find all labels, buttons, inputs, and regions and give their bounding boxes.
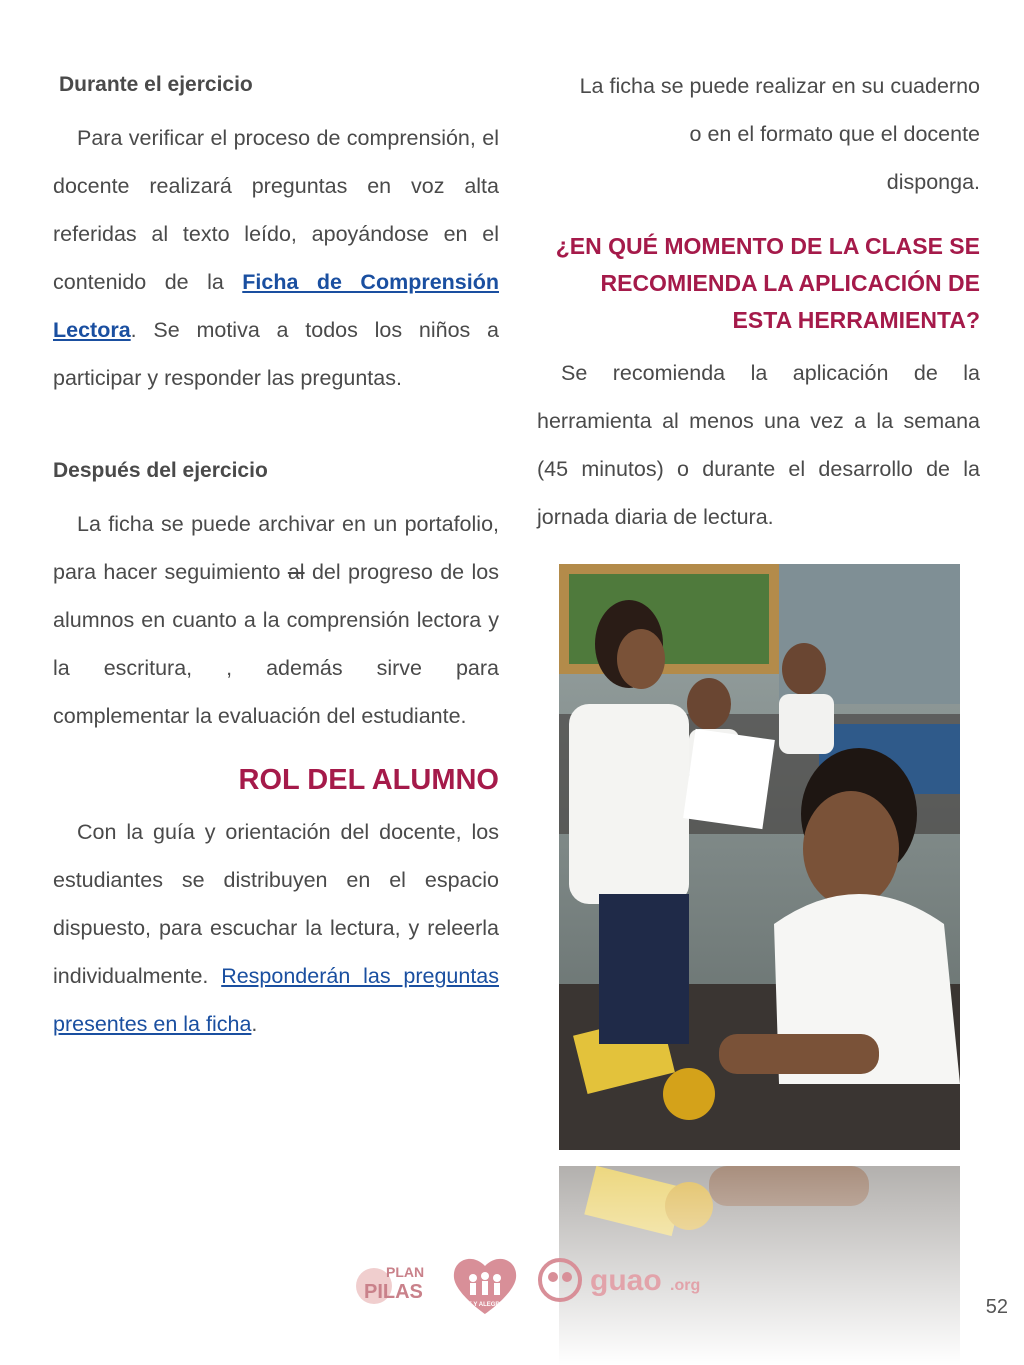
student-role-title: ROL DEL ALUMNO [238,764,499,796]
right-column [537,62,980,541]
answer-questions-link[interactable]: Responderán las preguntas presentes en la ficha [53,964,499,1036]
svg-text:FE Y ALEGRIA: FE Y ALEGRIA [464,1302,506,1308]
timing-answer-paragraph: Se recomienda la aplicación de la herramienta al menos una vez a la semana (45 minutos) o durante el desarrollo de la jornada diaria de lectura. [537,361,980,529]
guao-logo [540,1260,700,1300]
after-exercise-heading: Después del ejercicio [53,459,268,482]
svg-text:PILAS: PILAS [364,1281,423,1303]
svg-text:guao: guao [590,1264,662,1297]
svg-text:.org: .org [670,1277,701,1294]
classroom-photo [559,564,960,1150]
after-exercise-paragraph: La ficha se puede archivar en un portafolio, para hacer seguimiento al del progreso de los alumnos en cuanto a la comprensión lectora y la escritura, , además sirve para complementar la evaluación del estudiante. [53,512,499,728]
svg-text:PLAN: PLAN [386,1264,425,1280]
intro-line-2: o en el formato que el docente [689,122,980,146]
timing-question-heading: ¿EN QUÉ MOMENTO DE LA CLASE SE RECOMIENDA LA APLICACIÓN DE ESTA HERRAMIENTA? [555,233,980,333]
intro-line-3: disponga. [886,170,980,194]
during-exercise-heading: Durante el ejercicio [59,73,253,96]
intro-line-1: La ficha se puede realizar en su cuaderno [579,74,980,98]
classroom-illustration [559,564,960,1150]
left-column [53,62,499,1048]
fe-y-alegria-logo [454,1259,516,1314]
student-role-paragraph: Con la guía y orientación del docente, los estudiantes se distribuyen en el espacio dispuesto, para escuchar la lectura, y releerla individualmente. Responderán las preguntas presentes en la ficha. [53,820,499,1036]
footer-logos [352,1252,712,1322]
page-number: 52 [985,1296,1008,1318]
reading-comprehension-sheet-link[interactable]: Ficha de Comprensión Lectora [53,270,499,342]
plan-pilas-logo [356,1264,424,1304]
during-exercise-paragraph: Para verificar el proceso de comprensión, el docente realizará preguntas en voz alta referidas al texto leído, apoyándose en el contenido de la Ficha de Comprensión Lectora. Se motiva a todos los niños a participar y responder las preguntas. [53,126,499,390]
